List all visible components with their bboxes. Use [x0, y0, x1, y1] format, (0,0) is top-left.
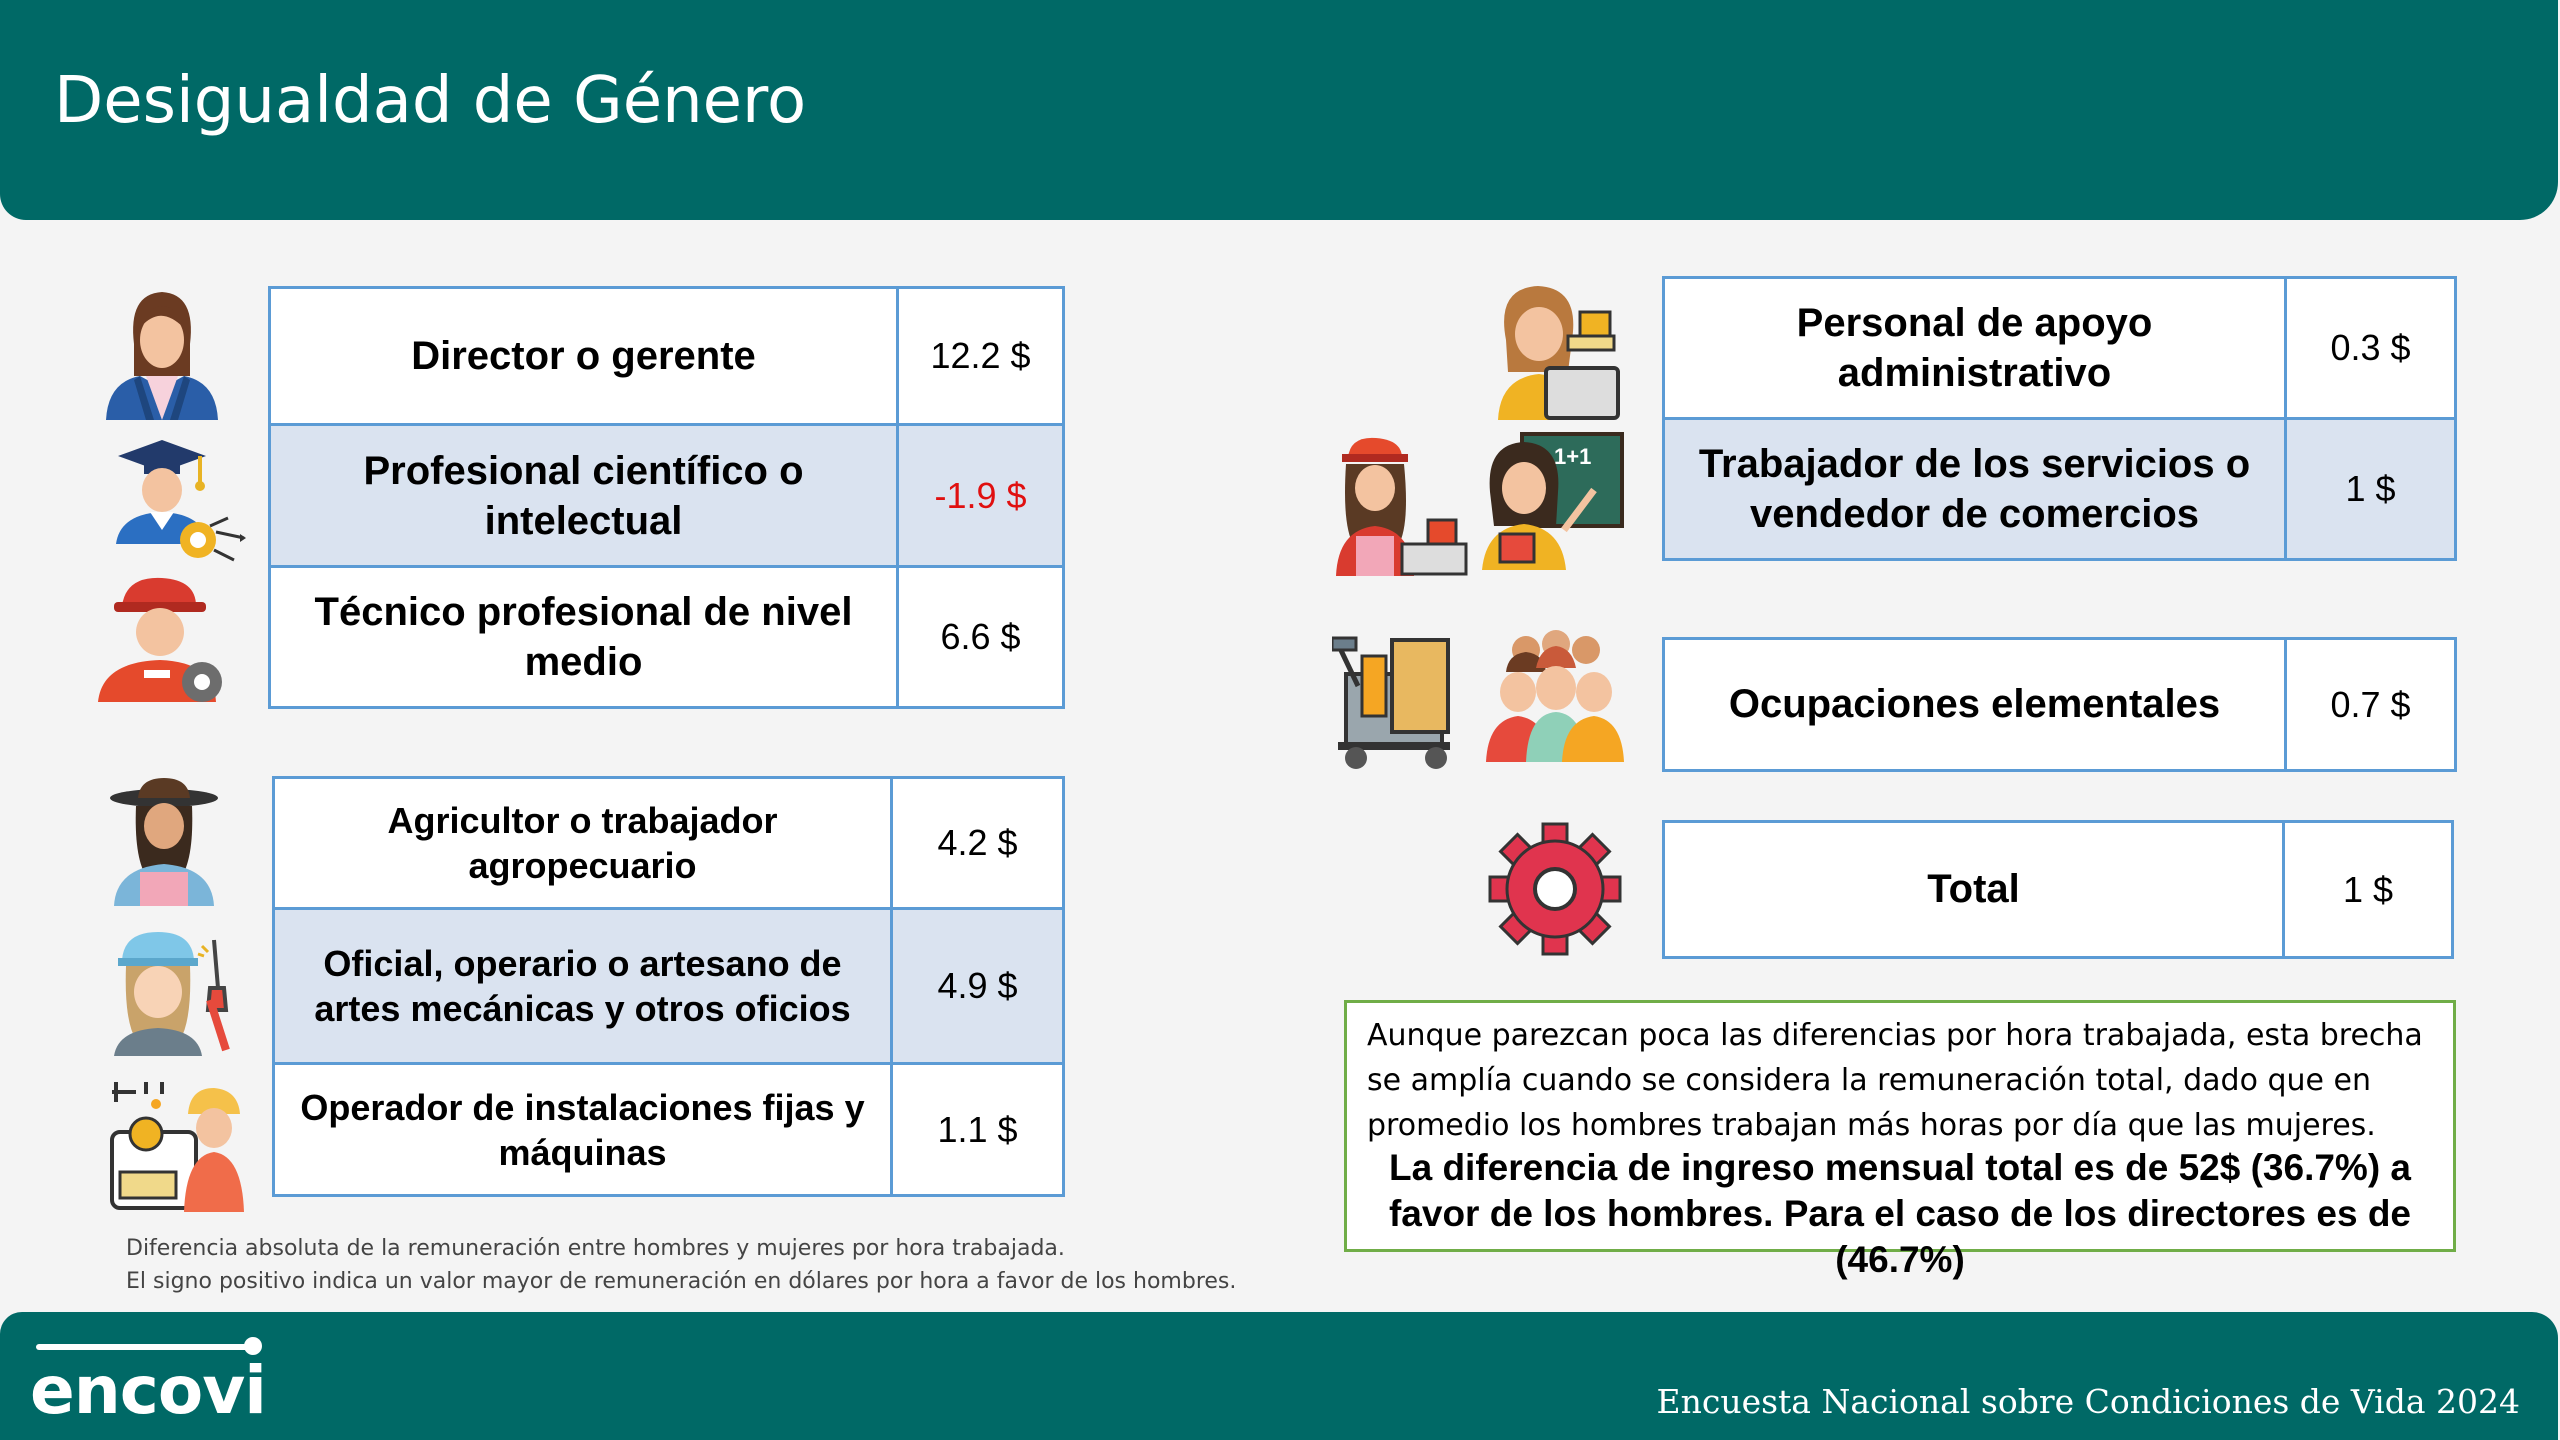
- occupation-value: 0.3 $: [2286, 278, 2456, 419]
- cashier-icon: [1332, 436, 1468, 576]
- table-row: [274, 778, 1064, 909]
- scientist-icon: [110, 434, 250, 570]
- occupation-value: 12.2 $: [898, 288, 1064, 425]
- footer-tagline: Encuesta Nacional sobre Condiciones de Vida 2024: [1656, 1382, 2520, 1421]
- occupation-label: Agricultor o trabajador agropecuario: [274, 778, 892, 909]
- gear-icon: [1488, 822, 1622, 956]
- footnote-line: Diferencia absoluta de la remuneración entre hombres y mujeres por hora trabajada.: [126, 1236, 1065, 1261]
- total-value: 1 $: [2284, 822, 2453, 958]
- teacher-icon: [1482, 430, 1624, 570]
- page-title: Desigualdad de Género: [54, 64, 807, 138]
- summary-paragraph: Aunque parezcan poca las diferencias por hora trabajada, esta brecha se amplía cuando se considera la remuneración total, dado que en promedio los hombres trabajan más horas por día que las mujeres.: [1367, 1018, 2423, 1143]
- right-table-1: [1662, 276, 2457, 561]
- right-table-2: [1662, 637, 2457, 772]
- occupation-value: 0.7 $: [2286, 639, 2456, 771]
- table-row: [274, 909, 1064, 1064]
- cleaning-cart-icon: [1332, 634, 1466, 772]
- occupation-value: -1.9 $: [898, 425, 1064, 567]
- table-row: [270, 288, 1064, 425]
- occupation-value: 4.9 $: [892, 909, 1064, 1064]
- occupation-label: Oficial, operario o artesano de artes mecánicas y otros oficios: [274, 909, 892, 1064]
- logo-bar: [36, 1344, 248, 1350]
- occupation-label: Trabajador de los servicios o vendedor de comercios: [1664, 419, 2286, 560]
- footnote: [126, 1232, 1236, 1298]
- occupation-value: 1 $: [2286, 419, 2456, 560]
- machine-operator-icon: [106, 1072, 244, 1212]
- logo-wordmark: encovi: [30, 1352, 266, 1429]
- occupation-value: 4.2 $: [892, 778, 1064, 909]
- farmer-icon: [106, 776, 222, 906]
- encovi-logo: [30, 1334, 270, 1429]
- svg-text:1+1: 1+1: [1554, 444, 1592, 469]
- occupation-label: Operador de instalaciones fijas y máquinas: [274, 1064, 892, 1196]
- table-row: [1664, 639, 2456, 771]
- summary-highlight: La diferencia de ingreso mensual total es de 52$ (36.7%) a favor de los hombres. Para el caso de los directores es de (46.7%): [1388, 1147, 2412, 1280]
- table-row: [1664, 419, 2456, 560]
- occupation-label: Técnico profesional de nivel medio: [270, 567, 898, 708]
- occupation-value: 6.6 $: [898, 567, 1064, 708]
- businesswoman-icon: [100, 284, 224, 420]
- total-label: Total: [1664, 822, 2284, 958]
- table-row: [270, 567, 1064, 708]
- left-table-2: [272, 776, 1065, 1197]
- header-bar: [0, 0, 2558, 220]
- total-table: [1662, 820, 2454, 959]
- occupation-label: Ocupaciones elementales: [1664, 639, 2286, 771]
- footer-bar: [0, 1312, 2558, 1440]
- occupation-value: 1.1 $: [892, 1064, 1064, 1196]
- summary-box: [1344, 1000, 2456, 1280]
- office-worker-icon: [1484, 280, 1626, 420]
- occupation-label: Profesional científico o intelectual: [270, 425, 898, 567]
- occupation-label: Personal de apoyo administrativo: [1664, 278, 2286, 419]
- table-row: [1664, 278, 2456, 419]
- table-row: [270, 425, 1064, 567]
- left-table-1: [268, 286, 1065, 709]
- technician-icon: [96, 570, 230, 708]
- crowd-icon: [1486, 628, 1624, 762]
- table-row: [274, 1064, 1064, 1196]
- footnote-line: El signo positivo indica un valor mayor de remuneración en dólares por hora a favor de los hombres.: [126, 1269, 1237, 1294]
- table-row: [1664, 822, 2453, 958]
- mechanic-icon: [114, 930, 240, 1056]
- occupation-label: Director o gerente: [270, 288, 898, 425]
